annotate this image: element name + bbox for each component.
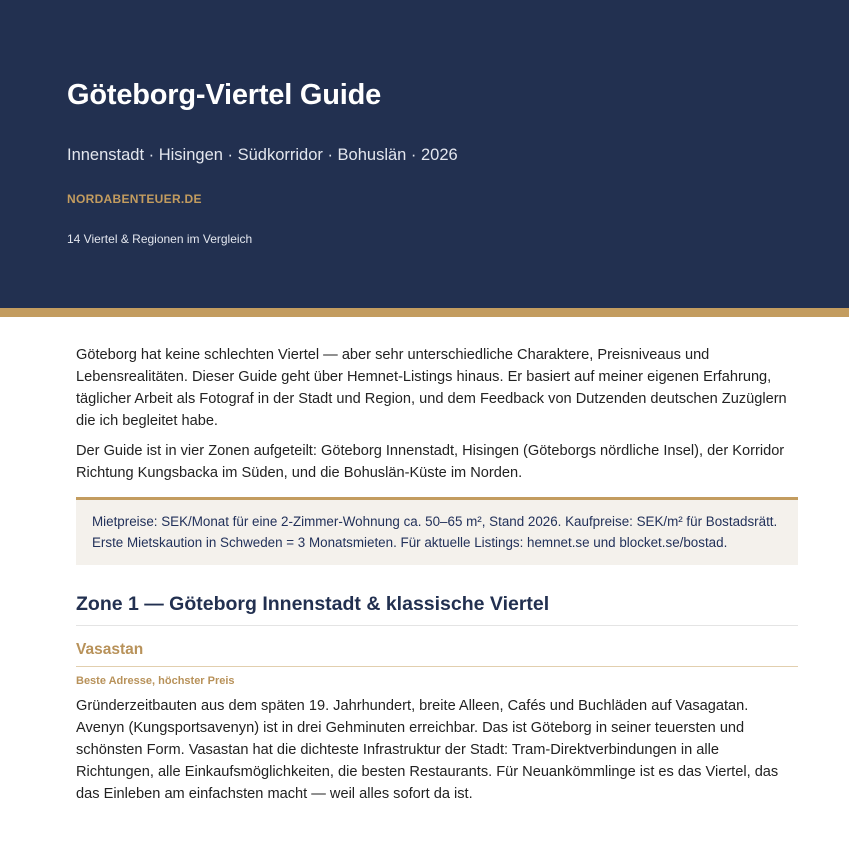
- district-description: Gründerzeitbauten aus dem späten 19. Jahrhundert, breite Alleen, Cafés und Buchläden auf Vasagatan. Avenyn (Kungsportsavenyn) ist in drei Gehminuten erreichbar. Das ist Göteborg in seiner teuersten und schönsten Form. Vasastan hat die dichteste Infrastruktur der Stadt: Tram-Direktverbindungen in alle Richtungen, alle Einkaufsmöglichkeiten, die besten Restaurants. Für Neuankömmlinge ist es das Viertel, das das Einleben am einfachsten macht — weil alles sofort da ist.: [76, 698, 779, 802]
- district-tagline: Beste Adresse, höchster Preis: [76, 675, 235, 687]
- district-heading: Vasastan: [76, 641, 798, 667]
- page-header: [0, 0, 849, 308]
- page-title: Göteborg-Viertel Guide: [67, 79, 382, 111]
- district-section: [76, 641, 798, 805]
- main-content: [0, 317, 849, 805]
- intro-paragraph-2: Der Guide ist in vier Zonen aufgeteilt: Göteborg Innenstadt, Hisingen (Göteborgs nördliche Insel), der Korridor Richtung Kungsbacka im Süden, und die Bohuslän-Küste im Norden.: [76, 443, 785, 481]
- zone-heading: Zone 1 — Göteborg Innenstadt & klassische Viertel: [76, 593, 798, 626]
- brand-name: NORDABENTEUER.DE: [67, 192, 202, 206]
- intro-paragraph-1: Göteborg hat keine schlechten Viertel — aber sehr unterschiedliche Charaktere, Preisniveaus und Lebensrealitäten. Dieser Guide geht über Hemnet-Listings hinaus. Er basiert auf meiner eigenen Erfahrung, täglicher Arbeit als Fotograf in der Stadt und Region, und dem Feedback von Dutzenden deutschen Zuzüglern die ich begleitet habe.: [76, 347, 787, 429]
- header-meta: 14 Viertel & Regionen im Vergleich: [67, 232, 253, 246]
- price-note-box: Mietpreise: SEK/Monat für eine 2-Zimmer-Wohnung ca. 50–65 m², Stand 2026. Kaufpreise: SEK/m² für Bostadsrätt. Erste Mietskaution in Schweden = 3 Monatsmieten. Für aktuelle Listings: hemnet.se und blocket.se/bostad.: [76, 497, 798, 565]
- page-subtitle: Innenstadt · Hisingen · Südkorridor · Bohuslän · 2026: [67, 146, 458, 164]
- header-divider: [0, 308, 849, 317]
